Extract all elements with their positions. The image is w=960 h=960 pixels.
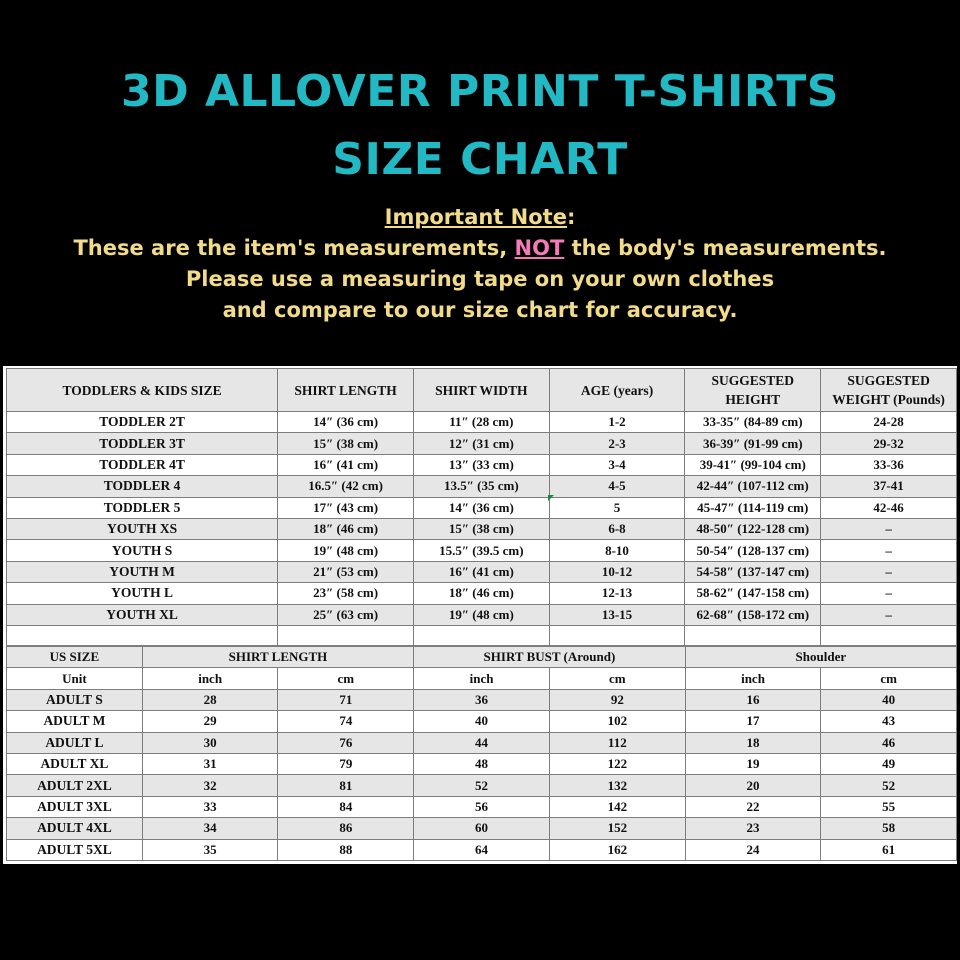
kids-header-cell: SHIRT WIDTH (413, 369, 549, 412)
note-line1-after: the body's measurements. (564, 236, 887, 260)
adult-table-cell: 34 (142, 818, 278, 839)
adult-table-cell: 23 (685, 818, 821, 839)
kids-table-row (7, 518, 957, 539)
adult-table-cell: 162 (549, 839, 685, 860)
note-heading-text: Important Note (384, 205, 567, 229)
kids-table-cell: 16″ (41 cm) (278, 454, 414, 475)
kids-table-cell: – (821, 604, 957, 625)
kids-table-cell: 23″ (58 cm) (278, 583, 414, 604)
kids-table-cell: 42-46 (821, 497, 957, 518)
kids-header-cell: SUGGESTED WEIGHT (Pounds) (821, 369, 957, 412)
kids-table-cell: 21″ (53 cm) (278, 561, 414, 582)
adult-table-cell: 32 (142, 775, 278, 796)
adult-table-cell: 58 (821, 818, 957, 839)
kids-table-cell: 14″ (36 cm) (413, 497, 549, 518)
kids-table-cell: 3-4 (549, 454, 685, 475)
adult-group-header: US SIZE (7, 647, 143, 668)
important-note-heading (0, 202, 960, 232)
kids-table-cell: 37-41 (821, 476, 957, 497)
adult-table-row (7, 732, 957, 753)
adult-size-label: ADULT 3XL (7, 796, 143, 817)
kids-size-label: YOUTH L (7, 583, 278, 604)
kids-header-cell: SHIRT LENGTH (278, 369, 414, 412)
adult-size-label: ADULT 4XL (7, 818, 143, 839)
adult-table-cell: 152 (549, 818, 685, 839)
adult-table-cell: 132 (549, 775, 685, 796)
adult-table-cell: 52 (414, 775, 550, 796)
kids-table-row (7, 412, 957, 433)
adult-table-cell: 22 (685, 796, 821, 817)
note-line-3: and compare to our size chart for accuracy. (222, 298, 738, 322)
adult-table-cell: 102 (549, 711, 685, 732)
kids-table-cell: 54-58″ (137-147 cm) (685, 561, 821, 582)
kids-table-cell: – (821, 540, 957, 561)
kids-table-row (7, 561, 957, 582)
unit-cell: inch (414, 668, 550, 689)
kids-header-cell: AGE (years) (549, 369, 685, 412)
unit-cell: cm (549, 668, 685, 689)
note-line1-before: These are the item's measurements, (73, 236, 515, 260)
kids-size-label: YOUTH S (7, 540, 278, 561)
adult-size-label: ADULT 5XL (7, 839, 143, 860)
kids-table-cell: 16″ (41 cm) (413, 561, 549, 582)
kids-table-cell: 2-3 (549, 433, 685, 454)
note-heading-colon: : (566, 205, 576, 229)
adult-size-label: ADULT M (7, 711, 143, 732)
adult-size-label: ADULT L (7, 732, 143, 753)
adult-table-cell: 31 (142, 753, 278, 774)
page-subtitle: SIZE CHART (332, 134, 628, 185)
adult-size-label: ADULT S (7, 689, 143, 710)
kids-table-cell: 19″ (48 cm) (413, 604, 549, 625)
adult-table-cell: 74 (278, 711, 414, 732)
kids-table-row (7, 476, 957, 497)
kids-size-label: YOUTH XL (7, 604, 278, 625)
adult-table-cell: 33 (142, 796, 278, 817)
spacer-cell (821, 625, 957, 645)
kids-size-label: YOUTH XS (7, 518, 278, 539)
kids-table-cell: 10-12 (549, 561, 685, 582)
note-line1-emphasis: NOT (514, 236, 565, 260)
adult-table-cell: 36 (414, 689, 550, 710)
adult-table-cell: 48 (414, 753, 550, 774)
adult-table-cell: 79 (278, 753, 414, 774)
adult-group-header: SHIRT LENGTH (142, 647, 413, 668)
kids-table-cell: 29-32 (821, 433, 957, 454)
adult-table-cell: 19 (685, 753, 821, 774)
adult-table-cell: 20 (685, 775, 821, 796)
adult-table-cell: 142 (549, 796, 685, 817)
kids-table-cell: 33-35″ (84-89 cm) (685, 412, 821, 433)
kids-table-row (7, 454, 957, 475)
kids-table-cell: 12-13 (549, 583, 685, 604)
kids-table-cell: 1-2 (549, 412, 685, 433)
adult-table-cell: 24 (685, 839, 821, 860)
kids-table-cell: 6-8 (549, 518, 685, 539)
kids-table-cell: 62-68″ (158-172 cm) (685, 604, 821, 625)
kids-table-cell: 4-5 (549, 476, 685, 497)
adult-table-cell: 88 (278, 839, 414, 860)
note-line-2: Please use a measuring tape on your own clothes (185, 267, 775, 291)
kids-size-label: TODDLER 4 (7, 476, 278, 497)
adult-table-cell: 40 (821, 689, 957, 710)
adult-table-cell: 17 (685, 711, 821, 732)
unit-cell: cm (821, 668, 957, 689)
adult-table-row (7, 796, 957, 817)
adult-size-label: ADULT 2XL (7, 775, 143, 796)
adult-table-row (7, 689, 957, 710)
kids-table-cell: 18″ (46 cm) (278, 518, 414, 539)
kids-table-cell: – (821, 561, 957, 582)
adult-group-header: SHIRT BUST (Around) (414, 647, 686, 668)
adult-table-cell: 29 (142, 711, 278, 732)
unit-cell: inch (142, 668, 278, 689)
adult-table-cell: 122 (549, 753, 685, 774)
kids-table-cell: – (821, 583, 957, 604)
adult-table-cell: 46 (821, 732, 957, 753)
kids-size-label: TODDLER 3T (7, 433, 278, 454)
kids-size-label: YOUTH M (7, 561, 278, 582)
kids-table-cell: 42-44″ (107-112 cm) (685, 476, 821, 497)
adult-table-cell: 30 (142, 732, 278, 753)
adult-group-header-row (7, 647, 957, 668)
adult-table-cell: 61 (821, 839, 957, 860)
spacer-cell (278, 625, 414, 645)
adult-table-cell: 49 (821, 753, 957, 774)
kids-table-cell: 13.5″ (35 cm) (413, 476, 549, 497)
kids-table-row (7, 540, 957, 561)
adult-table-cell: 55 (821, 796, 957, 817)
kids-table-row (7, 433, 957, 454)
adult-table-cell: 81 (278, 775, 414, 796)
adult-size-label: ADULT XL (7, 753, 143, 774)
adult-table-row (7, 818, 957, 839)
kids-table-cell: 58-62″ (147-158 cm) (685, 583, 821, 604)
kids-table-cell: 12″ (31 cm) (413, 433, 549, 454)
adult-table-cell: 52 (821, 775, 957, 796)
kids-table-row (7, 497, 957, 518)
adult-table-row (7, 753, 957, 774)
adult-unit-row (7, 668, 957, 689)
spacer-row (7, 625, 957, 645)
kids-size-label: TODDLER 5 (7, 497, 278, 518)
kids-table-cell: 15″ (38 cm) (278, 433, 414, 454)
unit-cell: inch (685, 668, 821, 689)
kids-size-label: TODDLER 4T (7, 454, 278, 475)
kids-table-cell: 15.5″ (39.5 cm) (413, 540, 549, 561)
adult-table-cell: 76 (278, 732, 414, 753)
adult-table-cell: 28 (142, 689, 278, 710)
kids-table-cell: 15″ (38 cm) (413, 518, 549, 539)
kids-table-cell: 33-36 (821, 454, 957, 475)
adult-table-cell: 43 (821, 711, 957, 732)
kids-table-cell: 8-10 (549, 540, 685, 561)
kids-header-row (7, 369, 957, 412)
kids-table-row (7, 604, 957, 625)
unit-label: Unit (7, 668, 143, 689)
kids-table-cell: – (821, 518, 957, 539)
adult-table-row (7, 711, 957, 732)
kids-table-cell: 14″ (36 cm) (278, 412, 414, 433)
kids-table-cell: 19″ (48 cm) (278, 540, 414, 561)
adult-table-cell: 86 (278, 818, 414, 839)
adult-table-cell: 60 (414, 818, 550, 839)
adult-table-cell: 16 (685, 689, 821, 710)
adult-table-cell: 44 (414, 732, 550, 753)
adult-size-table (6, 646, 957, 861)
kids-header-cell: SUGGESTED HEIGHT (685, 369, 821, 412)
adult-table-cell: 84 (278, 796, 414, 817)
adult-table-cell: 71 (278, 689, 414, 710)
kids-table-cell: 25″ (63 cm) (278, 604, 414, 625)
adult-table-cell: 92 (549, 689, 685, 710)
kids-table-cell: 16.5″ (42 cm) (278, 476, 414, 497)
kids-table-cell: 50-54″ (128-137 cm) (685, 540, 821, 561)
size-chart-sheet (3, 366, 957, 864)
spacer-cell (7, 625, 278, 645)
adult-table-cell: 56 (414, 796, 550, 817)
spacer-cell (685, 625, 821, 645)
kids-table-cell: 5 (549, 497, 685, 518)
kids-table-cell: 45-47″ (114-119 cm) (685, 497, 821, 518)
adult-table-cell: 40 (414, 711, 550, 732)
page-title: 3D ALLOVER PRINT T-SHIRTS (120, 66, 839, 117)
note-line-1 (0, 233, 960, 263)
adult-table-row (7, 839, 957, 860)
spacer-cell (549, 625, 685, 645)
adult-table-cell: 18 (685, 732, 821, 753)
kids-table-cell: 18″ (46 cm) (413, 583, 549, 604)
kids-table-cell: 17″ (43 cm) (278, 497, 414, 518)
adult-table-row (7, 775, 957, 796)
kids-table-row (7, 583, 957, 604)
adult-group-header: Shoulder (685, 647, 956, 668)
kids-table-cell: 13-15 (549, 604, 685, 625)
kids-table-cell: 24-28 (821, 412, 957, 433)
adult-table-cell: 35 (142, 839, 278, 860)
unit-cell: cm (278, 668, 414, 689)
kids-table-cell: 13″ (33 cm) (413, 454, 549, 475)
adult-table-cell: 112 (549, 732, 685, 753)
cell-comment-marker (548, 495, 554, 501)
adult-table-cell: 64 (414, 839, 550, 860)
kids-table-cell: 39-41″ (99-104 cm) (685, 454, 821, 475)
kids-header-cell: TODDLERS & KIDS SIZE (7, 369, 278, 412)
kids-size-label: TODDLER 2T (7, 412, 278, 433)
kids-table-cell: 48-50″ (122-128 cm) (685, 518, 821, 539)
kids-table-cell: 11″ (28 cm) (413, 412, 549, 433)
spacer-cell (413, 625, 549, 645)
kids-table-cell: 36-39″ (91-99 cm) (685, 433, 821, 454)
kids-size-table (6, 368, 957, 646)
